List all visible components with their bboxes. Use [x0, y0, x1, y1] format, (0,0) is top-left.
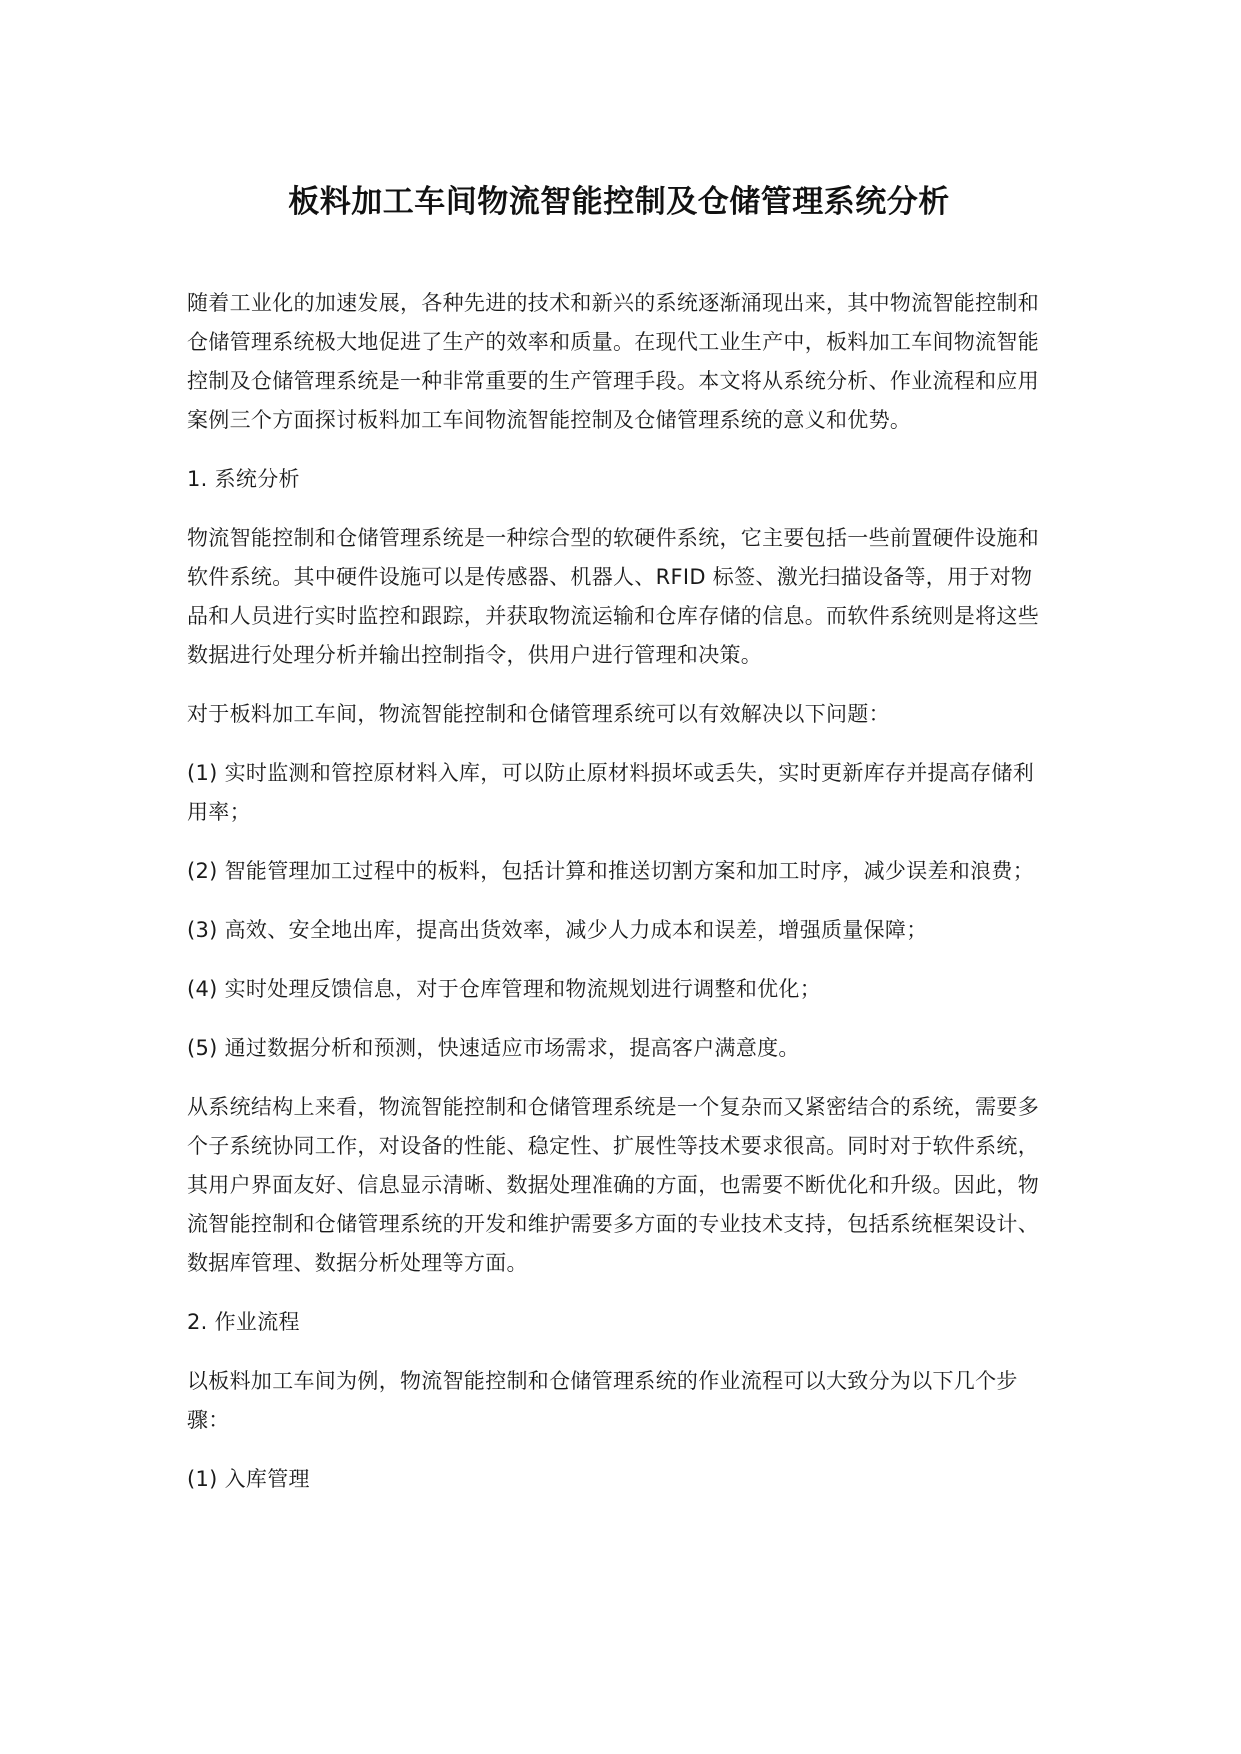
system-description-paragraph: 物流智能控制和仓储管理系统是一种综合型的软硬件系统，它主要包括一些前置硬件设施和软件系统。其中硬件设施可以是传感器、机器人、RFID 标签、激光扫描设备等，用于对物品和人员进行实时监控和跟踪，并获取物流运输和仓库存储的信息。而软件系统则是将这些数据进行处理分析并输出控制指令，供用户进行管理和决策。	[187, 526, 1039, 667]
list-item-3: (3) 高效、安全地出库，提高出货效率，减少人力成本和误差，增强质量保障；	[187, 918, 928, 942]
list-item-1: (1) 实时监测和管控原材料入库，可以防止原材料损坏或丢失，实时更新库存并提高存储利用率；	[187, 761, 1035, 824]
problems-intro-paragraph: 对于板料加工车间，物流智能控制和仓储管理系统可以有效解决以下问题：	[187, 702, 890, 726]
section-heading-system-analysis: 1. 系统分析	[187, 467, 300, 491]
intro-paragraph: 随着工业化的加速发展，各种先进的技术和新兴的系统逐渐涌现出来，其中物流智能控制和仓储管理系统极大地促进了生产的效率和质量。在现代工业生产中，板料加工车间物流智能控制及仓储管理系统是一种非常重要的生产管理手段。本文将从系统分析、作业流程和应用案例三个方面探讨板料加工车间物流智能控制及仓储管理系统的意义和优势。	[187, 291, 1039, 432]
list-item-4: (4) 实时处理反馈信息，对于仓库管理和物流规划进行调整和优化；	[187, 977, 822, 1001]
section-heading-workflow: 2. 作业流程	[187, 1310, 300, 1334]
list-item-2: (2) 智能管理加工过程中的板料，包括计算和推送切割方案和加工时序，减少误差和浪费；	[187, 859, 1035, 883]
document-body	[187, 284, 1051, 1499]
workflow-intro-paragraph: 以板料加工车间为例，物流智能控制和仓储管理系统的作业流程可以大致分为以下几个步骤：	[187, 1369, 1018, 1432]
workflow-step-1: (1) 入库管理	[187, 1467, 310, 1491]
document-title: 板料加工车间物流智能控制及仓储管理系统分析	[288, 184, 950, 220]
system-structure-paragraph: 从系统结构上来看，物流智能控制和仓储管理系统是一个复杂而又紧密结合的系统，需要多个子系统协同工作，对设备的性能、稳定性、扩展性等技术要求很高。同时对于软件系统，其用户界面友好、信息显示清晰、数据处理准确的方面，也需要不断优化和升级。因此，物流智能控制和仓储管理系统的开发和维护需要多方面的专业技术支持，包括系统框架设计、数据库管理、数据分析处理等方面。	[187, 1095, 1039, 1275]
list-item-5: (5) 通过数据分析和预测，快速适应市场需求，提高客户满意度。	[187, 1036, 800, 1060]
